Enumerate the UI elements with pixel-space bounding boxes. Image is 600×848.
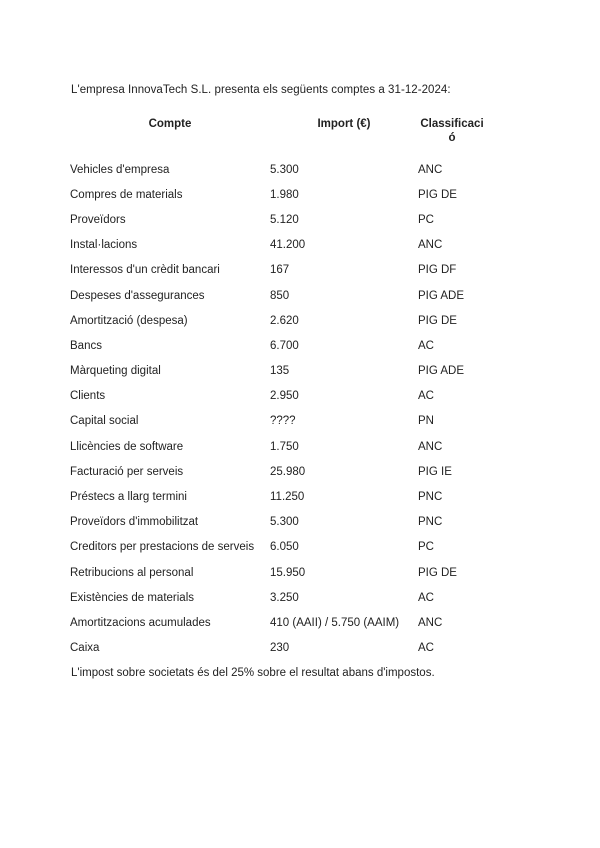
classification-cell: PIG DE [418,314,457,327]
table-row [70,207,510,232]
table-row [70,157,510,182]
classification-cell: PIG DF [418,264,457,277]
table-body [70,157,510,661]
account-cell: Amortització (despesa) [70,314,188,327]
amount-cell: 11.250 [270,491,305,504]
amount-cell: 6.050 [270,541,299,554]
classification-cell: ANC [418,163,443,176]
intro-text: L'empresa InnovaTech S.L. presenta els següents comptes a 31-12-2024: [71,84,451,96]
amount-cell: 1.980 [270,188,299,201]
table-row [70,333,510,358]
table-row [70,636,510,661]
classification-cell: PIG DE [418,566,457,579]
header-amount: Import (€) [317,118,371,130]
amount-cell: 135 [270,365,290,378]
account-cell: Instal·lacions [70,239,138,252]
classification-cell: ANC [418,440,443,453]
classification-cell: PIG ADE [418,365,465,378]
account-cell: Proveïdors d'immobilitzat [70,516,199,529]
amount-cell: 3.250 [270,591,299,604]
amount-cell: 167 [270,264,290,277]
classification-cell: PNC [418,491,443,504]
header-classification [418,112,510,157]
amount-cell: 5.120 [270,213,299,226]
account-cell: Compres de materials [70,188,183,201]
table-row [70,283,510,308]
account-cell: Facturació per serveis [70,465,184,478]
amount-cell: 850 [270,289,290,302]
account-cell: Caixa [70,642,100,655]
account-cell: Despeses d'assegurances [70,289,205,302]
amount-cell: 1.750 [270,440,299,453]
table-row [70,384,510,409]
classification-cell: ANC [418,239,443,252]
table-row [70,182,510,207]
classification-cell: AC [418,339,434,352]
account-cell: Interessos d'un crèdit bancari [70,264,220,277]
table-row [70,585,510,610]
table-row [70,560,510,585]
classification-cell: PC [418,541,434,554]
table-row [70,484,510,509]
table-row [70,308,510,333]
account-cell: Capital social [70,415,139,428]
amount-cell: 25.980 [270,465,306,478]
account-cell: Amortitzacions acumulades [70,616,211,629]
table-header-row [70,112,510,157]
classification-cell: ANC [418,616,443,629]
classification-cell: PIG DE [418,188,457,201]
table-row [70,434,510,459]
classification-cell: AC [418,591,434,604]
account-cell: Bancs [70,339,102,352]
table-row [70,258,510,283]
table-row [70,233,510,258]
amount-cell: ???? [270,415,296,428]
account-cell: Clients [70,390,106,403]
amount-cell: 2.620 [270,314,299,327]
classification-cell: PC [418,213,434,226]
account-cell: Llicències de software [70,440,184,453]
account-cell: Retribucions al personal [70,566,194,579]
account-cell: Vehicles d'empresa [70,163,170,176]
amount-cell: 2.950 [270,390,299,403]
header-classification-label: Classificació [420,118,484,144]
header-account: Compte [148,118,192,130]
table-row [70,510,510,535]
classification-cell: PIG IE [418,465,452,478]
account-cell: Màrqueting digital [70,365,161,378]
amount-cell: 5.300 [270,163,299,176]
account-cell: Préstecs a llarg termini [70,491,187,504]
amount-cell: 5.300 [270,516,299,529]
amount-cell: 15.950 [270,566,306,579]
account-cell: Proveïdors [70,213,126,226]
amount-cell: 6.700 [270,339,299,352]
amount-cell: 41.200 [270,239,306,252]
table-row [70,459,510,484]
account-cell: Existències de materials [70,591,194,604]
table-row [70,359,510,384]
table-row [70,409,510,434]
outro-text: L'impost sobre societats és del 25% sobre el resultat abans d'impostos. [71,667,435,679]
classification-cell: PN [418,415,434,428]
classification-cell: AC [418,642,434,655]
accounts-table [70,112,510,661]
classification-cell: AC [418,390,434,403]
account-cell: Creditors per prestacions de serveis [70,541,255,554]
amount-cell: 410 (AAII) / 5.750 (AAIM) [270,616,400,629]
classification-cell: PIG ADE [418,289,465,302]
classification-cell: PNC [418,516,443,529]
amount-cell: 230 [270,642,290,655]
table-row [70,610,510,635]
table-row [70,535,510,560]
